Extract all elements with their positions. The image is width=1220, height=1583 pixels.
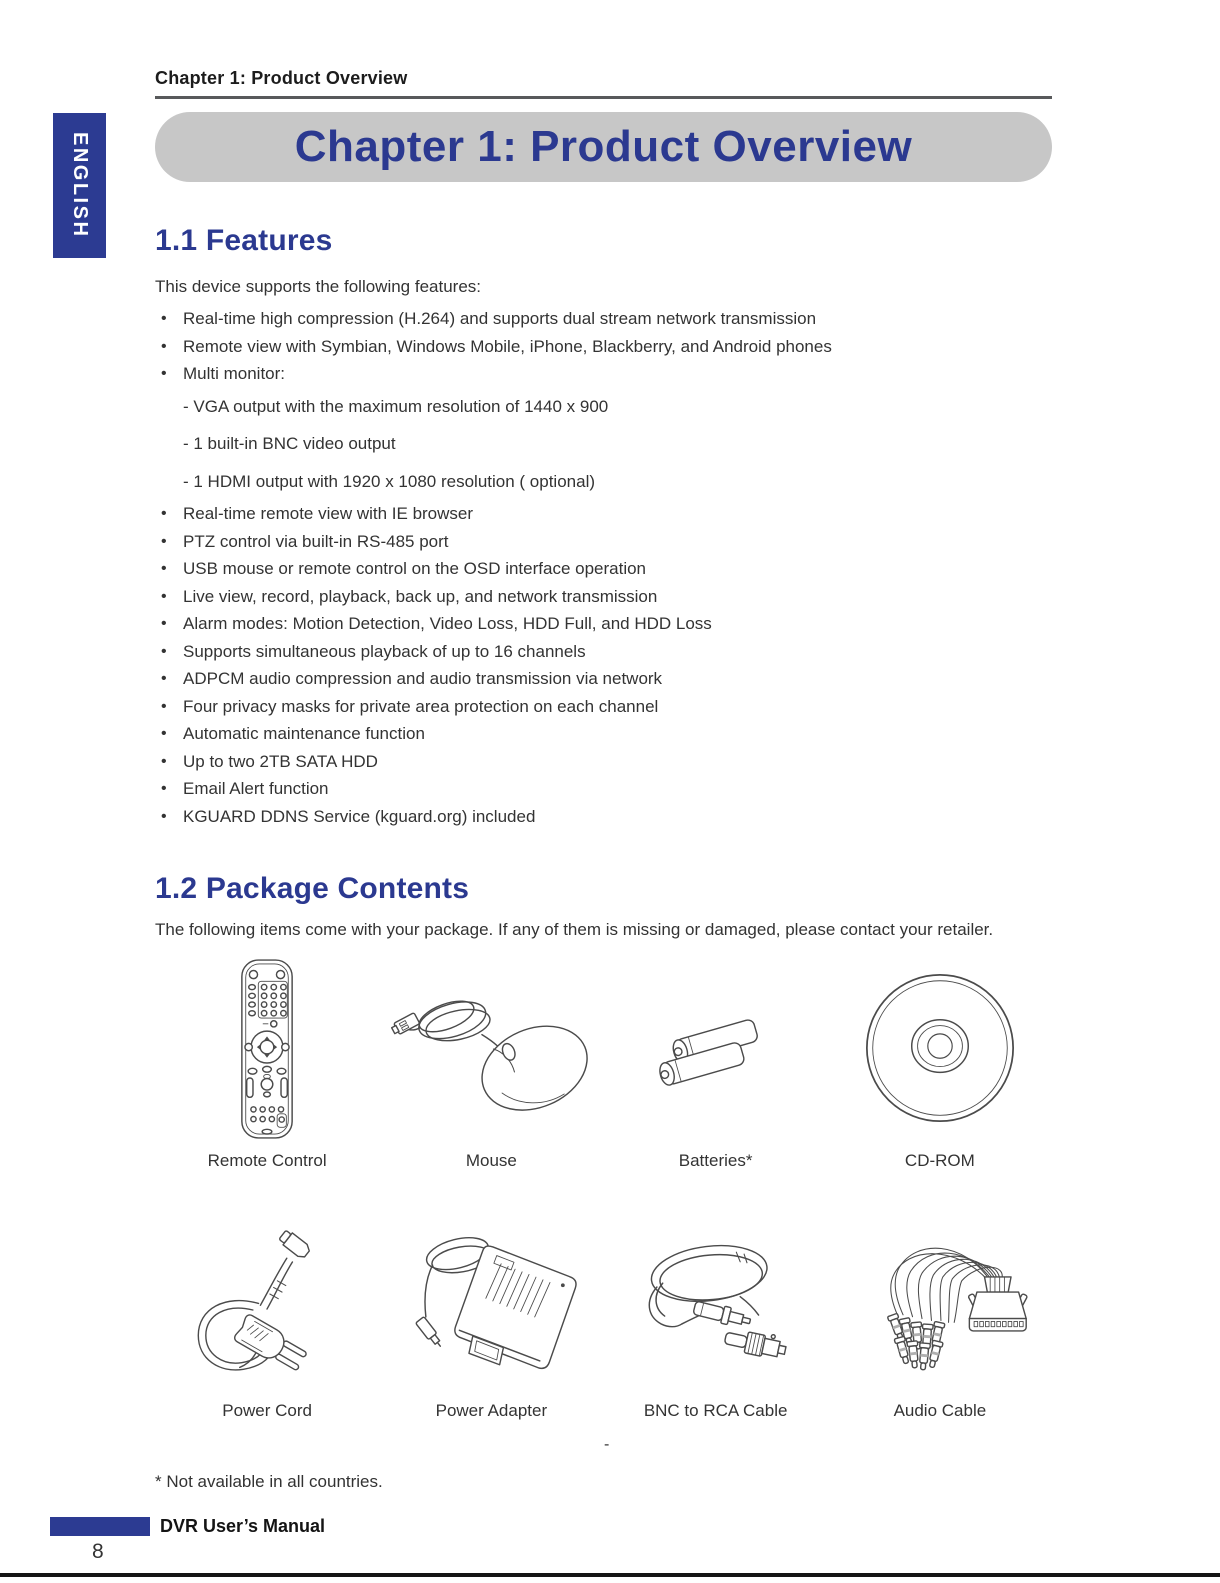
language-tab-label: ENGLISH (69, 132, 91, 239)
package-intro: The following items come with your package. If any of them is missing or damaged, please contact your retailer. (155, 920, 994, 939)
stray-dash: - (604, 1436, 610, 1453)
item-label: Batteries* (678, 1151, 753, 1170)
package-item (828, 1204, 1052, 1422)
package-heading: 1.2 Package Contents (155, 872, 470, 905)
package-item (604, 948, 828, 1172)
feature-item: • KGUARD DDNS Service (kguard.org) included (155, 803, 1052, 831)
remote-control-illustration (238, 958, 296, 1140)
multi-monitor-sublist (155, 388, 1052, 501)
package-item (155, 1204, 379, 1422)
item-label: Audio Cable (893, 1401, 987, 1420)
sub-line: - 1 HDMI output with 1920 x 1080 resolution ( optional) (183, 471, 596, 491)
footnote: * Not available in all countries. (155, 1472, 383, 1491)
footer-accent-bar (50, 1517, 150, 1536)
mouse-illustration (389, 982, 594, 1116)
footer-page-number: 8 (92, 1540, 104, 1563)
package-item (379, 948, 603, 1172)
package-grid-row-1 (155, 948, 1052, 1172)
running-head (155, 68, 1052, 99)
feature-item: • Live view, record, playback, back up, and network transmission (155, 583, 1052, 611)
footer-doc-title: DVR User’s Manual (160, 1516, 326, 1536)
feature-item: • Up to two 2TB SATA HDD (155, 748, 1052, 776)
item-label: Power Cord (222, 1401, 312, 1420)
feature-item: • Automatic maintenance function (155, 720, 1052, 748)
feature-item: • Alarm modes: Motion Detection, Video Loss, HDD Full, and HDD Loss (155, 610, 1052, 638)
batteries-illustration (654, 1005, 778, 1093)
features-intro: This device supports the following features: (155, 277, 482, 296)
feature-item: • Multi monitor: (155, 360, 1052, 388)
chapter-title-banner (155, 112, 1052, 182)
item-label: Remote Control (207, 1151, 327, 1170)
feature-item: • Four privacy masks for private area protection on each channel (155, 693, 1052, 721)
feature-item: • Remote view with Symbian, Windows Mobile, iPhone, Blackberry, and Android phones (155, 333, 1052, 361)
item-label: CD-ROM (904, 1151, 975, 1170)
bnc-to-rca-cable-illustration (624, 1225, 808, 1380)
language-tab (53, 113, 106, 258)
feature-item: • ADPCM audio compression and audio transmission via network (155, 665, 1052, 693)
power-adapter-illustration (400, 1221, 582, 1384)
chapter-title: Chapter 1: Product Overview (294, 122, 913, 171)
feature-item: • Email Alert function (155, 775, 1052, 803)
sub-line: - VGA output with the maximum resolution of 1440 x 900 (183, 396, 609, 416)
features-section (155, 277, 1052, 830)
power-cord-illustration (187, 1214, 347, 1390)
feature-item: • Real-time remote view with IE browser (155, 500, 1052, 528)
feature-item: • PTZ control via built-in RS-485 port (155, 528, 1052, 556)
cd-rom-illustration (862, 971, 1018, 1127)
item-label: Mouse (465, 1151, 517, 1170)
sub-line: - 1 built-in BNC video output (183, 434, 396, 453)
audio-cable-illustration (850, 1222, 1030, 1383)
feature-item: • USB mouse or remote control on the OSD interface operation (155, 555, 1052, 583)
package-item (379, 1204, 603, 1422)
package-item (604, 1204, 828, 1422)
running-head-text: Chapter 1: Product Overview (155, 68, 408, 88)
package-item (828, 948, 1052, 1172)
features-list (155, 305, 1052, 388)
features-list-continued (155, 500, 1052, 830)
item-label: Power Adapter (435, 1401, 548, 1420)
features-heading: 1.1 Features (155, 224, 333, 257)
item-label: BNC to RCA Cable (643, 1401, 788, 1420)
feature-item: • Supports simultaneous playback of up to 16 channels (155, 638, 1052, 666)
page-bottom-edge (0, 1573, 1220, 1577)
feature-item: • Real-time high compression (H.264) and supports dual stream network transmission (155, 305, 1052, 333)
package-item (155, 948, 379, 1172)
package-grid-row-2 (155, 1204, 1052, 1422)
